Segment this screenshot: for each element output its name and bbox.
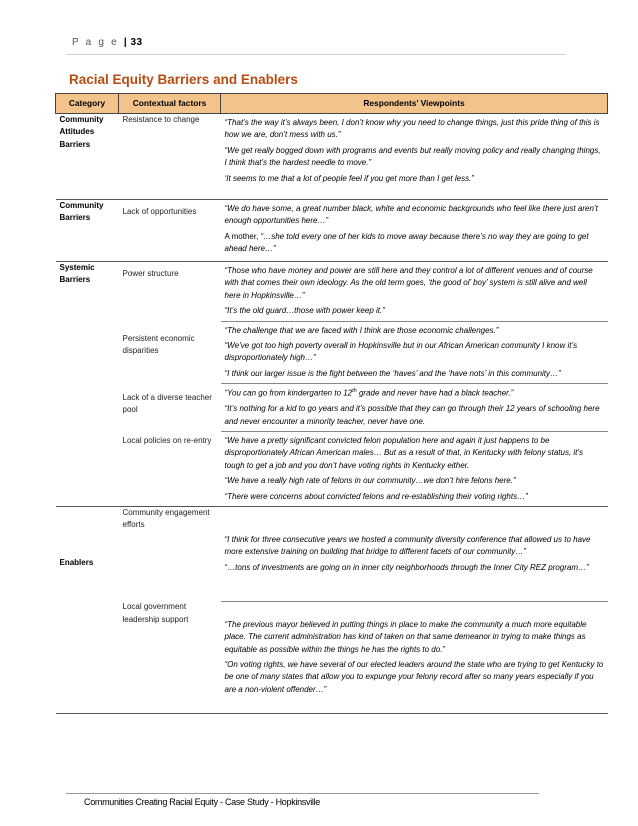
- factor-cell: Community engagement efforts: [119, 506, 221, 601]
- quote: “The challenge that we are faced with I think are those economic challenges.”: [224, 325, 499, 335]
- quote-text: “…she told every one of her kids to move away because there’s no way they are going to get ahead here…”: [224, 231, 589, 254]
- table-row: [56, 431, 608, 506]
- quote: “…tons of investments are going on in inner city neighborhoods through the Inner City REZ program…”: [224, 562, 589, 572]
- quote: “We get really bogged down with programs and events but really moving policy and really changing things, I think that’s the hardest needle to move.”: [224, 145, 601, 168]
- page-header: [72, 37, 143, 48]
- table-row: [56, 601, 608, 713]
- quote: “Those who have money and power are still here and they control a lot of different venues and of course with that comes their own ideology. As the old term goes, ‘the good ol’ boy’ system is still alive and well here in Hopkinsville…”: [224, 266, 593, 300]
- quote: “We have a really high rate of felons in our community…we don’t hire felons here.”: [224, 476, 516, 486]
- factor-cell: Power structure: [119, 262, 221, 322]
- table-row: [56, 506, 608, 601]
- column-header: Category: [56, 94, 119, 114]
- quote: “There were concerns about convicted felons and re-establishing their voting rights…”: [224, 491, 528, 501]
- category-cell: Community Barriers: [56, 200, 119, 262]
- factor-cell: Local policies on re-entry: [122, 436, 212, 446]
- category-cell: Systemic Barriers: [56, 262, 119, 322]
- viewpoints-cell: [221, 601, 608, 713]
- quote-speaker: A mother,: [224, 231, 259, 241]
- page-footer: Communities Creating Racial Equity - Case Study - Hopkinsville: [84, 797, 320, 807]
- viewpoints-cell: [221, 200, 608, 262]
- factor-cell: Lack of opportunities: [119, 200, 221, 262]
- quote: “I think our larger issue is the fight between the ‘haves’ and the ‘have nots’ in this community…”: [224, 368, 561, 378]
- table-row: [56, 114, 608, 200]
- factor-cell: Lack of a diverse teacher pool: [122, 392, 212, 415]
- factor-cell: Resistance to change: [119, 114, 221, 200]
- viewpoints-cell: [221, 384, 608, 432]
- quote: “That’s the way it’s always been, I don’t know why you need to change things, just this pride thing of this is how we are, don’t mess with us.”: [224, 118, 600, 140]
- table-row: [56, 200, 608, 262]
- column-header: Respondents’ Viewpoints: [221, 94, 608, 114]
- table-header-row: [56, 94, 608, 114]
- viewpoints-cell: [221, 431, 608, 506]
- quote: “The previous mayor believed in putting things in place to make the community a much more equitable place. The current administration has kind of taken on that same demeanor in trying to make things as equitable as possible within the things he has the rights to do.”: [224, 619, 587, 654]
- category-cell: Enablers: [56, 506, 119, 601]
- table-row: [56, 262, 608, 322]
- viewpoints-cell: [221, 506, 608, 601]
- category-cell: Community Attitudes Barriers: [56, 114, 119, 200]
- quote: ‘It seems to me that a lot of people feel if you get more than I get less.”: [224, 173, 474, 183]
- factor-cell: Local government leadership support: [119, 601, 221, 713]
- viewpoints-cell: [221, 321, 608, 384]
- column-header: Contextual factors: [119, 94, 221, 114]
- table-row: [56, 321, 608, 384]
- page-separator: |: [123, 37, 128, 48]
- quote: “I think for three consecutive years we hosted a community diversity conference that allowed us to have more extensive training on building that bridge to different facets of our community…”: [224, 534, 591, 557]
- viewpoints-cell: [221, 262, 608, 322]
- viewpoints-cell: [221, 114, 608, 200]
- page-label: P a g e: [72, 37, 119, 48]
- quote: “We’ve got too high poverty overall in Hopkinsville but in our African American community I know it’s disproportionately high…”: [224, 340, 578, 363]
- quote: [225, 231, 604, 256]
- footer-rule: [66, 793, 539, 794]
- page-number: 33: [130, 37, 143, 48]
- table-row: [56, 384, 608, 432]
- quote: “You can go from kindergarten to 12th grade and never have had a black teacher.”: [224, 388, 514, 398]
- quote: “On voting rights, we have several of our elected leaders around the state who are trying to get Kentucky to be one of many states that allow you to expunge your felony record after so many years especially if you are a non-violent offender…”: [224, 659, 604, 694]
- barriers-table: [55, 93, 608, 714]
- section-title: Racial Equity Barriers and Enablers: [69, 72, 298, 87]
- quote: “It’s the old guard…those with power keep it.”: [224, 306, 385, 316]
- quote: “We have a pretty significant convicted felon population here and again it just happens to be disproportionately African American males… But as a result of that, in Kentucky with felony status, it’s tough to get a job and you don’t have voting rights in Kentucky either.: [224, 435, 584, 470]
- factor-cell: Persistent economic disparities: [122, 334, 195, 356]
- quote: “We do have some, a great number black, white and economic backgrounds who feel like there just aren’t enough opportunities here…”: [224, 204, 598, 226]
- header-rule: [66, 54, 566, 55]
- quote: “It’s nothing for a kid to go years and it’s possible that they can go through their 12 years of schooling here and never encounter a minority teacher, never have one.: [224, 404, 600, 426]
